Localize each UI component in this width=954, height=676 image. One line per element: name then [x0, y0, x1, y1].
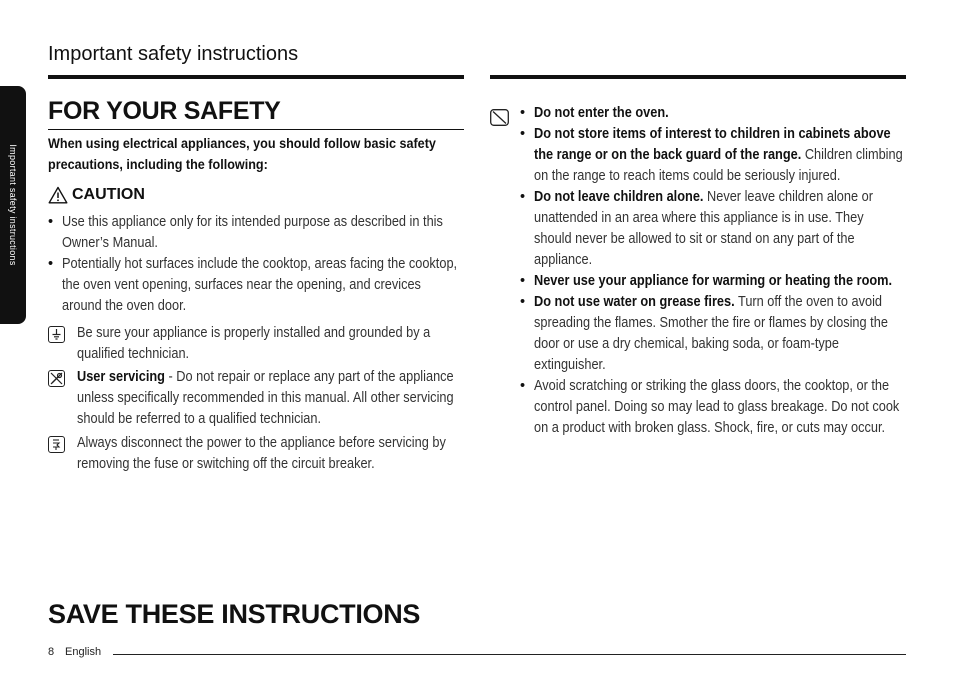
warning-triangle-icon — [48, 186, 68, 204]
header-rule-left — [48, 75, 464, 79]
page-number: 8 — [48, 646, 55, 658]
disconnect-note — [48, 433, 464, 475]
list-item: • Never use your appliance for warming or heating the room. — [520, 271, 906, 292]
intro-text: When using electrical appliances, you should follow basic safety precautions, including the following: — [48, 135, 436, 172]
side-tab-label: Important safety instructions — [8, 144, 18, 266]
list-item: • Do not use water on grease fires. Turn off the oven to avoid spreading the flames. Smother the fire or flames by closing the door or use a dry chemical, baking soda, or foam-type extinguisher. — [520, 292, 906, 376]
list-item: • Do not store items of interest to children in cabinets above the range or on the back guard of the range. Children climbing on the range to reach items could be seriously injured. — [520, 124, 906, 187]
service-bold: User servicing — [77, 369, 165, 385]
list-item: • Potentially hot surfaces include the cooktop, areas facing the cooktop, the oven vent opening, surfaces near the opening, and crevices around the oven door. — [48, 254, 464, 317]
unplug-icon — [48, 436, 65, 453]
page-title: FOR YOUR SAFETY — [48, 97, 281, 125]
child-safety-list — [520, 103, 906, 439]
ground-text: Be sure your appliance is properly installed and grounded by a qualified technician. — [77, 325, 431, 362]
list-item: • Avoid scratching or striking the glass doors, the cooktop, or the control panel. Doing so may lead to glass breakage. Do not cook on a product with broken glass. Shock, fire, or cuts may occur. — [520, 376, 906, 439]
section-header: Important safety instructions — [48, 43, 299, 65]
title-rule — [48, 129, 464, 130]
footer-rule — [113, 654, 906, 655]
caution-heading — [48, 186, 145, 204]
header-rule-right — [490, 75, 906, 79]
disconnect-text: Always disconnect the power to the appliance before servicing by removing the fuse or switching off the circuit breaker. — [77, 435, 446, 472]
caution-list — [48, 212, 464, 317]
list-item: • Do not leave children alone. Never leave children alone or unattended in an area where this appliance is in use. They should never be allowed to sit or stand on any part of the appliance. — [520, 187, 906, 271]
ground-icon — [48, 326, 65, 343]
no-service-icon — [48, 370, 65, 387]
footer-language: English — [65, 646, 102, 658]
prohibited-icon — [490, 109, 509, 126]
list-item: • Use this appliance only for its intended purpose as described in this Owner’s Manual. — [48, 212, 464, 254]
save-instructions-title: SAVE THESE INSTRUCTIONS — [48, 599, 421, 629]
list-item: • Do not enter the oven. — [520, 103, 906, 124]
ground-note — [48, 323, 464, 365]
caution-label: CAUTION — [72, 186, 145, 203]
service-text: - Do not repair or replace any part of the appliance unless specifically recommended in this manual. All other servicing should be referred to a qualified technician. — [77, 369, 454, 427]
service-note — [48, 367, 464, 430]
